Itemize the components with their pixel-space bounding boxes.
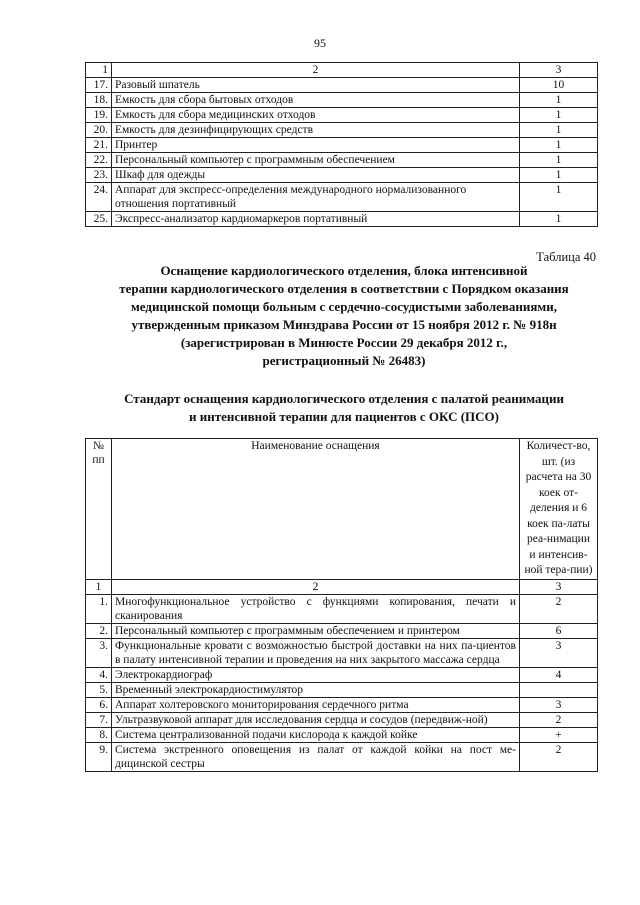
title-line: утвержденным приказом Минздрава России от 15 ноября 2012 г. № 918н	[131, 317, 557, 332]
title-line: терапии кардиологического отделения в соответствии с Порядком оказания	[119, 281, 569, 296]
row-quantity: 6	[520, 623, 598, 638]
row-number: 25.	[86, 212, 112, 227]
index-cell: 2	[112, 579, 520, 594]
title-line: Стандарт оснащения кардиологического отделения с палатой реанимации	[124, 391, 564, 406]
index-cell: 1	[86, 63, 112, 78]
row-name: Аппарат для экспресс-определения международного нормализованного отношения портативный	[112, 183, 520, 212]
row-quantity: 2	[520, 712, 598, 727]
equipment-standard-table	[85, 438, 598, 772]
section-title	[90, 262, 598, 370]
table-row	[86, 108, 598, 123]
row-name: Система экстренного оповещения из палат от каждой койки на пост ме-дицинской сестры	[112, 742, 520, 771]
row-number: 23.	[86, 168, 112, 183]
table-row	[86, 93, 598, 108]
row-number: 1.	[86, 594, 112, 623]
row-number: 20.	[86, 123, 112, 138]
table-index-row	[86, 579, 598, 594]
table-row	[86, 183, 598, 212]
row-name: Функциональные кровати с возможностью быстрой доставки на них па-циентов в палату интенсивной терапии и проведения на них закрытого массажа сердца	[112, 638, 520, 667]
row-number: 7.	[86, 712, 112, 727]
row-number: 4.	[86, 667, 112, 682]
row-quantity: 10	[520, 78, 598, 93]
header-quantity: Количест-во, шт. (из расчета на 30 коек от-деления и 6 коек па-латы реа-нимации и интенсив-ной тера-пии)	[520, 439, 598, 580]
row-number: 8.	[86, 727, 112, 742]
row-name: Экспресс-анализатор кардиомаркеров портативный	[112, 212, 520, 227]
row-number: 9.	[86, 742, 112, 771]
row-number: 19.	[86, 108, 112, 123]
row-number: 5.	[86, 682, 112, 697]
row-quantity	[520, 682, 598, 697]
index-cell: 3	[520, 63, 598, 78]
table-row	[86, 138, 598, 153]
row-quantity: 4	[520, 667, 598, 682]
table-row	[86, 168, 598, 183]
table-row	[86, 697, 598, 712]
header-number: № пп	[86, 439, 112, 580]
table-index-row	[86, 63, 598, 78]
header-name: Наименование оснащения	[112, 439, 520, 580]
title-line: Оснащение кардиологического отделения, блока интенсивной	[160, 263, 528, 278]
table-row	[86, 623, 598, 638]
table-label: Таблица 40	[536, 250, 596, 264]
row-number: 3.	[86, 638, 112, 667]
row-name: Персональный компьютер с программным обеспечением	[112, 153, 520, 168]
row-number: 22.	[86, 153, 112, 168]
index-cell: 1	[86, 579, 112, 594]
index-cell: 3	[520, 579, 598, 594]
row-name: Разовый шпатель	[112, 78, 520, 93]
row-number: 6.	[86, 697, 112, 712]
row-name: Система централизованной подачи кислорода к каждой койке	[112, 727, 520, 742]
row-name: Электрокардиограф	[112, 667, 520, 682]
equipment-table-continued	[85, 62, 598, 227]
table-row	[86, 78, 598, 93]
table-row	[86, 667, 598, 682]
row-quantity: 1	[520, 168, 598, 183]
row-number: 18.	[86, 93, 112, 108]
title-line: регистрационный № 26483)	[262, 353, 426, 368]
table-row	[86, 712, 598, 727]
table-row	[86, 682, 598, 697]
table-row	[86, 212, 598, 227]
row-name: Емкость для дезинфицирующих средств	[112, 123, 520, 138]
row-quantity: 1	[520, 183, 598, 212]
row-name: Принтер	[112, 138, 520, 153]
row-number: 2.	[86, 623, 112, 638]
row-name: Ультразвуковой аппарат для исследования сердца и сосудов (передвиж-ной)	[112, 712, 520, 727]
row-quantity: 3	[520, 697, 598, 712]
row-name: Аппарат холтеровского мониторирования сердечного ритма	[112, 697, 520, 712]
index-cell: 2	[112, 63, 520, 78]
standard-title	[90, 390, 598, 426]
row-quantity: 1	[520, 138, 598, 153]
row-number: 24.	[86, 183, 112, 212]
row-quantity: 1	[520, 93, 598, 108]
row-quantity: 2	[520, 594, 598, 623]
page-number: 95	[314, 36, 326, 50]
row-quantity: 1	[520, 153, 598, 168]
title-line: (зарегистрирован в Минюсте России 29 декабря 2012 г.,	[180, 335, 508, 350]
row-number: 17.	[86, 78, 112, 93]
row-name: Шкаф для одежды	[112, 168, 520, 183]
row-name: Емкость для сбора медицинских отходов	[112, 108, 520, 123]
title-line: медицинской помощи больным с сердечно-сосудистыми заболеваниями,	[130, 299, 558, 314]
row-quantity: 3	[520, 638, 598, 667]
table-row	[86, 123, 598, 138]
row-quantity: 2	[520, 742, 598, 771]
row-quantity: 1	[520, 212, 598, 227]
table-header-row	[86, 439, 598, 580]
row-number: 21.	[86, 138, 112, 153]
table-row	[86, 153, 598, 168]
row-name: Многофункциональное устройство с функциями копирования, печати и сканирования	[112, 594, 520, 623]
table-row	[86, 742, 598, 771]
row-quantity: 1	[520, 108, 598, 123]
row-name: Емкость для сбора бытовых отходов	[112, 93, 520, 108]
table-row	[86, 638, 598, 667]
row-quantity: +	[520, 727, 598, 742]
title-line: и интенсивной терапии для пациентов с ОКС (ПСО)	[188, 409, 499, 424]
table-row	[86, 594, 598, 623]
table-row	[86, 727, 598, 742]
row-quantity: 1	[520, 123, 598, 138]
row-name: Временный электрокардиостимулятор	[112, 682, 520, 697]
row-name: Персональный компьютер с программным обеспечением и принтером	[112, 623, 520, 638]
